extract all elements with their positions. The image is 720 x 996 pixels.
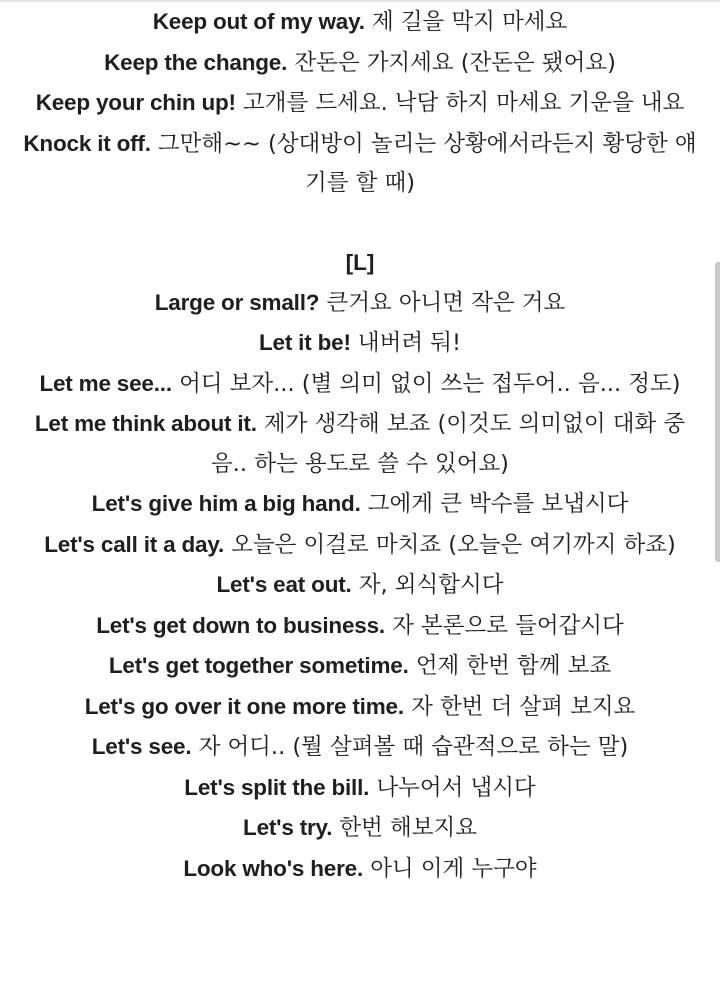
phrase-entry [20, 525, 700, 566]
phrase-entry [20, 808, 700, 849]
phrase-entry [20, 83, 700, 124]
korean-translation: 오늘은 이걸로 마치죠 (오늘은 여기까지 하죠) [231, 531, 676, 558]
english-phrase: Let's call it a day. [44, 531, 225, 557]
phrase-entry [20, 849, 700, 890]
korean-translation: 자 어디.. (뭘 살펴볼 때 습관적으로 하는 말) [198, 734, 629, 760]
english-phrase: Let me think about it. [34, 411, 257, 436]
english-phrase: Let's see. [91, 734, 192, 759]
phrase-entry [20, 2, 700, 43]
korean-translation: 내버려 둬! [357, 330, 462, 356]
korean-translation: 잔돈은 가지세요 (잔돈은 됐어요) [294, 49, 616, 76]
english-phrase: Let it be! [258, 330, 351, 355]
korean-translation: 제 길을 막지 마세요 [371, 9, 568, 35]
phrase-entry [20, 43, 700, 84]
phrase-list [0, 2, 720, 889]
english-phrase: Let's give him a big hand. [91, 491, 361, 516]
korean-translation: 제가 생각해 보죠 (이것도 의미없이 대화 중 음.. 하는 용도로 쓸 수 있어요) [211, 411, 686, 477]
english-phrase: Knock it off. [23, 130, 151, 156]
phrase-entry [20, 727, 700, 768]
phrase-entry [20, 646, 700, 687]
korean-translation: 어디 보자... (별 의미 없이 쓰는 접두어.. 음... 정도) [179, 370, 681, 397]
phrase-entry [20, 364, 700, 405]
english-phrase: Let's eat out. [216, 572, 352, 597]
blank-line [0, 204, 720, 244]
english-phrase: Let's go over it one more time. [84, 693, 404, 719]
korean-translation: 아니 이게 누구야 [370, 855, 537, 882]
scrollbar-thumb[interactable] [715, 262, 720, 562]
phrase-entry [20, 404, 700, 484]
korean-translation: 자, 외식합시다 [358, 572, 504, 598]
korean-translation: 자 한번 더 살펴 보지요 [411, 693, 636, 720]
korean-translation: 고개를 드세요. 낙담 하지 마세요 기운을 내요 [243, 90, 685, 116]
english-phrase: Keep the change. [104, 49, 288, 75]
english-phrase: Keep out of my way. [152, 9, 365, 34]
phrase-entry [20, 484, 700, 525]
phrase-entry [20, 606, 700, 647]
korean-translation: 그만해~~ (상대방이 놀리는 상황에서라든지 황당한 얘기를 할 때) [157, 130, 697, 196]
english-phrase: Let's try. [243, 815, 333, 840]
korean-translation: 자 본론으로 들어갑시다 [392, 612, 624, 639]
korean-translation: 언제 한번 함께 보죠 [415, 653, 612, 679]
english-phrase: Look who's here. [183, 855, 364, 881]
korean-translation: 한번 해보지요 [339, 815, 477, 841]
english-phrase: Let's split the bill. [184, 774, 370, 800]
phrase-entry [20, 687, 700, 728]
korean-translation: 나누어서 냅시다 [376, 774, 536, 801]
section-heading: [L] [345, 250, 375, 275]
phrase-entry [20, 323, 700, 364]
english-phrase: Large or small? [154, 289, 320, 315]
phrase-entry [20, 124, 700, 204]
english-phrase: Let's get together sometime. [108, 653, 409, 678]
english-phrase: Keep your chin up! [35, 90, 236, 115]
korean-translation: 그에게 큰 박수를 보냅시다 [367, 491, 629, 517]
phrase-entry [20, 283, 700, 324]
korean-translation: 큰거요 아니면 작은 거요 [326, 289, 566, 316]
english-phrase: Let me see... [39, 370, 172, 396]
phrase-entry [20, 565, 700, 606]
english-phrase: Let's get down to business. [96, 612, 385, 638]
phrase-entry [20, 768, 700, 809]
